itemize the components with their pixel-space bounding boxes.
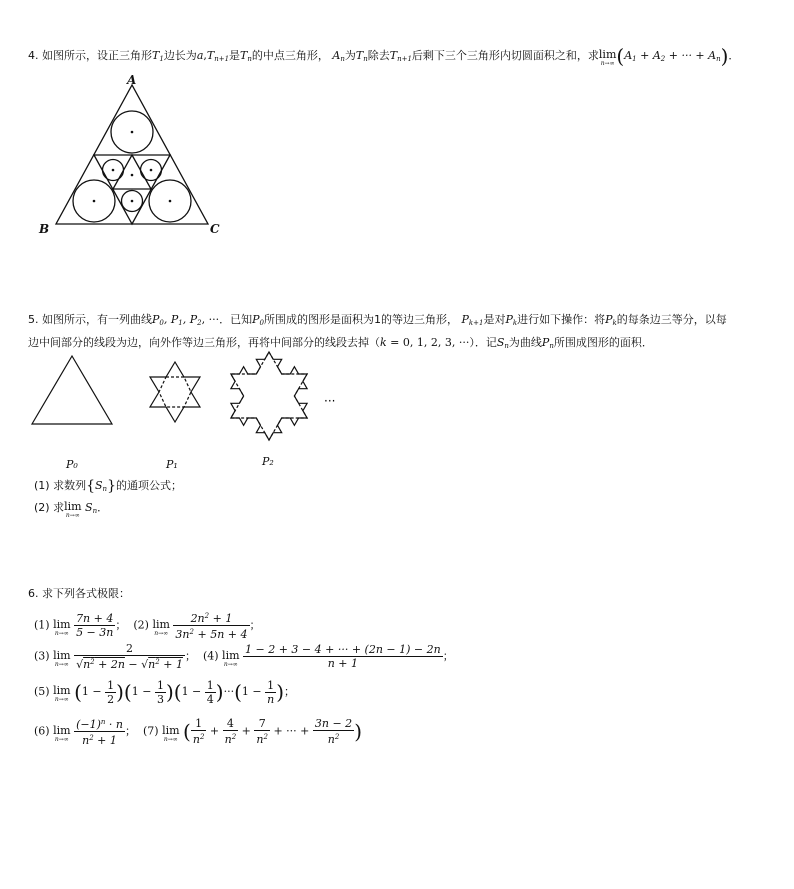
q5-sub1: (1) 求数列$\{S_n\}$的通项公式； [34,478,182,494]
q5-ellipsis: ··· [324,394,336,408]
q6-row1: (1) lim n→∞ $\frac{7n + 4}{5 - 3n}$ ； (2) lim n→∞ $\frac{2n^2 + 1}{3n^2 + 5n + 4}$ ； [34,612,261,641]
q6-title: 6. 求下列各式极限： [28,587,130,600]
q5-statement-line1: 5. 如图所示，有一列曲线$P_0$, $P_1$, $P_2$, ···．已知$P_0$所围成的图形是面积为1的等边三角形， $P_{k+1}$是对$P_k$进行如下操作：将$P_k$的每条边三等分，以每 [28,313,727,327]
q4-number: 4. [28,49,39,62]
fig-label-p2: P₂ [262,455,274,468]
q5-koch-figures [28,350,358,460]
q4-triangle-figure [34,72,234,242]
q5-statement-line2: 边中间部分的线段为边，向外作等边三角形，再将中间部分的线段去掉（k = 0, 1, 2, 3, ···）．记$S_n$为曲线$P_n$所围成图形的面积． [28,336,653,350]
p1-star [150,362,200,422]
p2-koch [231,352,307,440]
q6-number: 6. [28,587,39,600]
vertex-label-c: C [210,222,220,236]
q5-number: 5. [28,313,39,326]
fig-label-p0: P₀ [66,458,78,471]
p0-triangle [32,356,112,424]
q5-sub2: (2) 求 lim n→∞ $S_n$． [34,500,109,519]
q6-row3: (5) lim n→∞ (1 − $\frac{1}{2}$ )(1 − $\frac{1}{3}$ )(1 − $\frac{1}{4}$ )···(1 − $\frac{1}{n}$ )； [34,678,296,706]
q4-statement: 4. 如图所示，设正三角形$T_1$边长为$a,T_{n+1}$是$T_n$的中点三角形， $A_n$为$T_n$除去$T_{n+1}$后剩下三个三角形内切圆面积之和，求 lim n→∞ ($A_1 + A_2$ + ··· + $A_n$)． [28,44,740,68]
fig-label-p1: P₁ [166,458,178,471]
q6-row4: (6) lim n→∞ $\frac{(-1)^n \cdot n}{n^2 + 1}$ ； (7) lim n→∞ ( $\frac{1}{n^2}$ + $\frac{4}{n^2}$ + $\frac{7}{n^2}$ + ··· + $\frac{3n - 2}{n^2}$ ) [34,717,362,747]
vertex-label-b: B [39,222,50,236]
vertex-label-a: A [127,73,137,87]
q6-row2: (3) lim n→∞ $\frac{2}{√n^2 + 2n - √n^2 + 1}$ ； (4) lim n→∞ $\frac{1 - 2 + 3 - 4 + \cdot\cdot\cdot + (2n - 1) - 2n}{n + 1}$ ； [34,642,454,671]
